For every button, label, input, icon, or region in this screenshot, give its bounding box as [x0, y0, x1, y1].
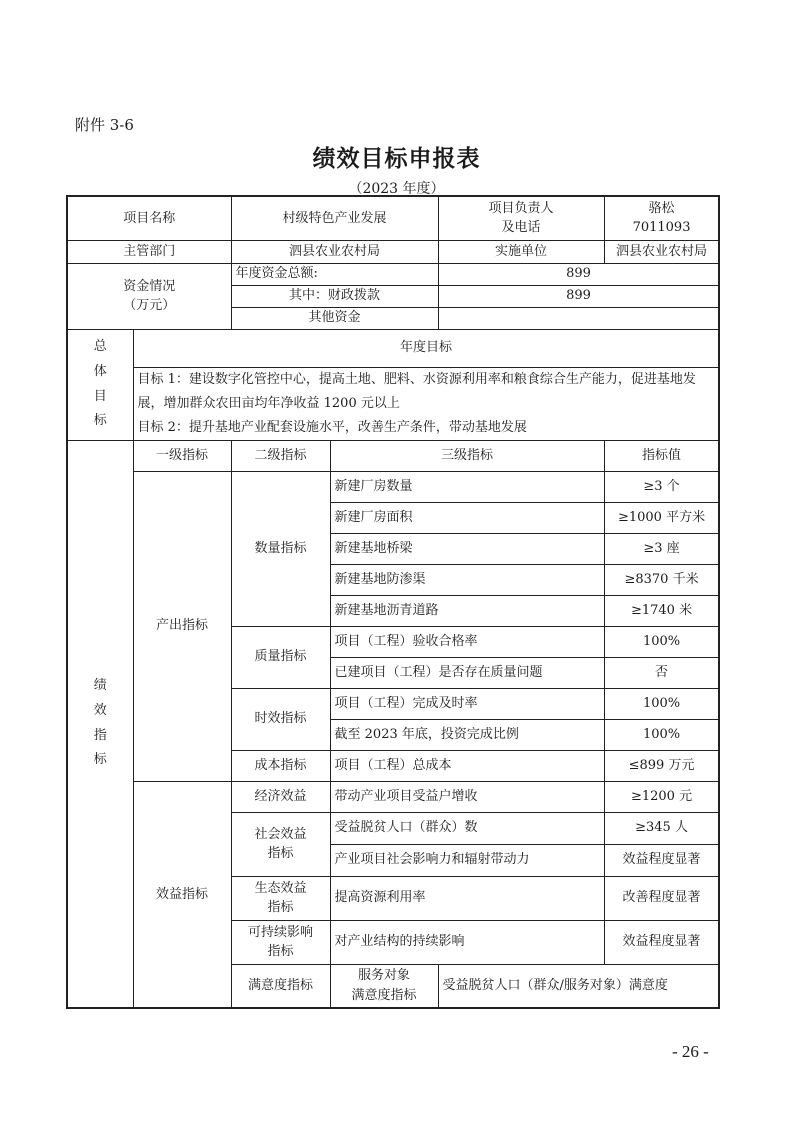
department-row	[67, 240, 719, 263]
indicator-name: 提高资源利用率	[330, 876, 604, 920]
leader-label: 项目负责人 及电话	[438, 196, 604, 240]
indicator-value: ≥8370 千米	[604, 564, 719, 595]
indicator-name: 新建厂房数量	[330, 471, 604, 502]
indicator-name: 受益脱贫人口（群众/服务对象）满意度	[438, 964, 719, 1008]
indicator-value: ≥3 座	[604, 533, 719, 564]
indicator-name: 新建基地沥青道路	[330, 595, 604, 626]
performance-indicator-label: 绩 效 指 标	[67, 440, 133, 1008]
indicator-value: ≥1740 米	[604, 595, 719, 626]
other-funds-label: 其他资金	[231, 307, 438, 329]
form-title: 绩效目标申报表	[312, 145, 481, 172]
indicator-value: ≥1200 元	[604, 781, 719, 812]
annual-total-label: 年度资金总额:	[231, 263, 438, 285]
department-label: 主管部门	[67, 240, 231, 263]
project-name-row	[67, 196, 719, 240]
indicator-name: 新建厂房面积	[330, 502, 604, 533]
indicator-value: 100%	[604, 626, 719, 657]
satisfaction-indicator: 满意度指标	[231, 964, 330, 1008]
economic-benefit: 经济效益	[231, 781, 330, 812]
department-value: 泗县农业农村局	[231, 240, 438, 263]
funds-total-row	[67, 263, 719, 285]
output-indicator: 产出指标	[133, 471, 231, 781]
indicator-name: 项目（工程）完成及时率	[330, 688, 604, 719]
indicator-name: 对产业结构的持续影响	[330, 920, 604, 964]
indicator-header-row	[67, 440, 719, 471]
indicator-value: 100%	[604, 688, 719, 719]
indicator-value: 效益程度显著	[604, 920, 719, 964]
goal-1: 目标 1：建设数字化管控中心，提高土地、肥料、水资源利用率和粮食综合生产能力，促进基地发展，增加群众农田亩均年净收益 1200 元以上	[137, 371, 696, 411]
indicator-name: 带动产业项目受益户增收	[330, 781, 604, 812]
table-row	[67, 781, 719, 812]
indicator-name: 受益脱贫人口（群众）数	[330, 812, 604, 844]
implementing-unit-label: 实施单位	[438, 240, 604, 263]
indicator-name: 新建基地防渗渠	[330, 564, 604, 595]
attachment-label: 附件 3-6	[75, 116, 134, 134]
form-year: （2023 年度）	[348, 181, 445, 197]
indicator-name: 已建项目（工程）是否存在质量问题	[330, 657, 604, 688]
indicator-value: ≥3 个	[604, 471, 719, 502]
indicator-name: 新建基地桥梁	[330, 533, 604, 564]
sustainability-benefit: 可持续影响 指标	[231, 920, 330, 964]
indicator-name: 截至 2023 年底，投资完成比例	[330, 719, 604, 750]
indicator-name: 项目（工程）总成本	[330, 750, 604, 781]
goal-2: 目标 2：提升基地产业配套设施水平，改善生产条件，带动基地发展	[137, 419, 527, 435]
cost-indicator: 成本指标	[231, 750, 330, 781]
overall-goal-label: 总 体 目 标	[67, 329, 133, 440]
fiscal-label: 其中：财政拨款	[231, 285, 438, 307]
social-benefit: 社会效益 指标	[231, 812, 330, 876]
level2-header: 二级指标	[231, 440, 330, 471]
indicator-name: 产业项目社会影响力和辐射带动力	[330, 844, 604, 876]
level3-header: 三级指标	[330, 440, 604, 471]
leader-value: 骆松 7011093	[604, 196, 719, 240]
other-funds-value	[438, 307, 719, 329]
annual-goal-content	[133, 367, 719, 440]
annual-goal-header: 年度目标	[133, 329, 719, 367]
indicator-value: 效益程度显著	[604, 844, 719, 876]
page-number: - 26 -	[672, 1042, 709, 1061]
quality-indicator: 质量指标	[231, 626, 330, 688]
project-name-label: 项目名称	[67, 196, 231, 240]
indicator-name: 项目（工程）验收合格率	[330, 626, 604, 657]
table-row	[67, 471, 719, 502]
benefit-indicator: 效益指标	[133, 781, 231, 1008]
timeliness-indicator: 时效指标	[231, 688, 330, 750]
service-satisfaction: 服务对象 满意度指标	[330, 964, 438, 1008]
implementing-unit-value: 泗县农业农村局	[604, 240, 719, 263]
ecological-benefit: 生态效益 指标	[231, 876, 330, 920]
indicator-value: 改善程度显著	[604, 876, 719, 920]
fiscal-value: 899	[438, 285, 719, 307]
indicator-value: ≥1000 平方米	[604, 502, 719, 533]
indicator-value: ≥345 人	[604, 812, 719, 844]
funds-label: 资金情况 （万元）	[67, 263, 231, 329]
project-name-value: 村级特色产业发展	[231, 196, 438, 240]
level1-header: 一级指标	[133, 440, 231, 471]
quantity-indicator: 数量指标	[231, 471, 330, 626]
annual-total-value: 899	[438, 263, 719, 285]
indicator-value: 否	[604, 657, 719, 688]
annual-goal-header-row	[67, 329, 719, 367]
indicator-value: ≤899 万元	[604, 750, 719, 781]
performance-goal-table	[66, 195, 720, 1009]
value-header: 指标值	[604, 440, 719, 471]
annual-goal-content-row	[67, 367, 719, 440]
indicator-value: 100%	[604, 719, 719, 750]
